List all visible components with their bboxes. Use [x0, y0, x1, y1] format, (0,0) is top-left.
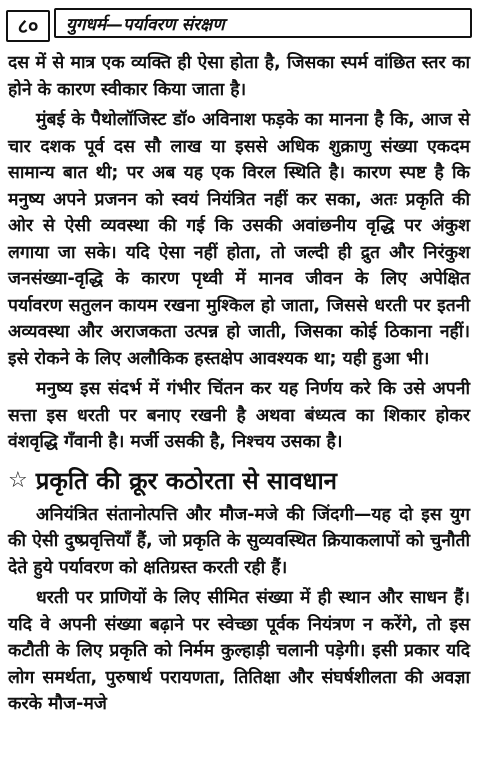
- running-head: युगधर्म—पर्यावरण संरक्षण: [54, 8, 472, 38]
- page-number: ८०: [6, 10, 50, 42]
- star-icon: ☆: [8, 467, 28, 493]
- page-header: [6, 8, 472, 42]
- section-heading: [8, 466, 470, 496]
- paragraph-decision: मनुष्य इस संदर्भ में गंभीर चिंतन कर यह निर्णय करे कि उसे अपनी सत्ता इस धरती पर बनाए रखनी है अथवा बंध्यत्व का शिकार होकर वंशवृद्धि गँवानी है। मर्जी उसकी है, निश्चय उसका है।: [8, 379, 470, 452]
- page-body: [8, 50, 470, 722]
- section-heading-text: प्रकृति की क्रूर कठोरता से सावधान: [35, 466, 337, 495]
- paragraph-tendencies: अनियंत्रित संतानोत्पत्ति और मौज-मजे की जिंदगी—यह दो इस युग की ऐसी दुष्प्रवृत्तियाँ हैं, जो प्रकृति के सुव्यवस्थित क्रियाकलापों को चुनौती देते हुये पर्यावरण को क्षतिग्रस्त करती रही हैं।: [8, 504, 470, 578]
- paragraph-continued: दस में से मात्र एक व्यक्ति ही ऐसा होता है, जिसका स्पर्म वांछित स्तर का होने के कारण स्वीकार किया जाता है।: [8, 53, 470, 100]
- paragraph-fadke: मुंबई के पैथोलॉजिस्ट डॉ० अविनाश फड़के का मानना है कि, आज से चार दशक पूर्व दस सौ लाख या इससे अधिक शुक्राणु संख्या एकदम सामान्य बात थी; पर अब यह एक विरल स्थिति है। कारण स्पष्ट है कि मनुष्य अपने प्रजनन को स्वयं नियंत्रित नहीं कर सका, अतः प्रकृति की ओर से ऐसी व्यवस्था की गई कि उसकी अवांछनीय वृद्धि पर अंकुश लगाया जा सके। यदि ऐसा नहीं होता, तो जल्दी ही द्रुत और निरंकुश जनसंख्या-वृद्धि के कारण पृथ्वी में मानव जीवन के लिए अपेक्षित पर्यावरण सतुलन कायम रखना मुश्किल हो जाता, जिससे धरती पर इतनी अव्यवस्था और अराजकता उत्पन्न हो जाती, जिसका कोई ठिकाना नहीं। इसे रोकने के लिए अलौकिक हस्तक्षेप आवश्यक था; यही हुआ भी।: [8, 110, 470, 369]
- paragraph-resources: धरती पर प्राणियों के लिए सीमित संख्या में ही स्थान और साधन हैं। यदि वे अपनी संख्या बढ़ाने पर स्वेच्छा पूर्वक नियंत्रण न करेंगे, तो इस कटौती के लिए प्रकृति को निर्मम कुल्हाड़ी चलानी पड़ेगी। इसी प्रकार यदि लोग समर्थता, पुरुषार्थ परायणता, तितिक्षा और संघर्षशीलता की अवज्ञा करके मौज-मजे: [8, 588, 470, 714]
